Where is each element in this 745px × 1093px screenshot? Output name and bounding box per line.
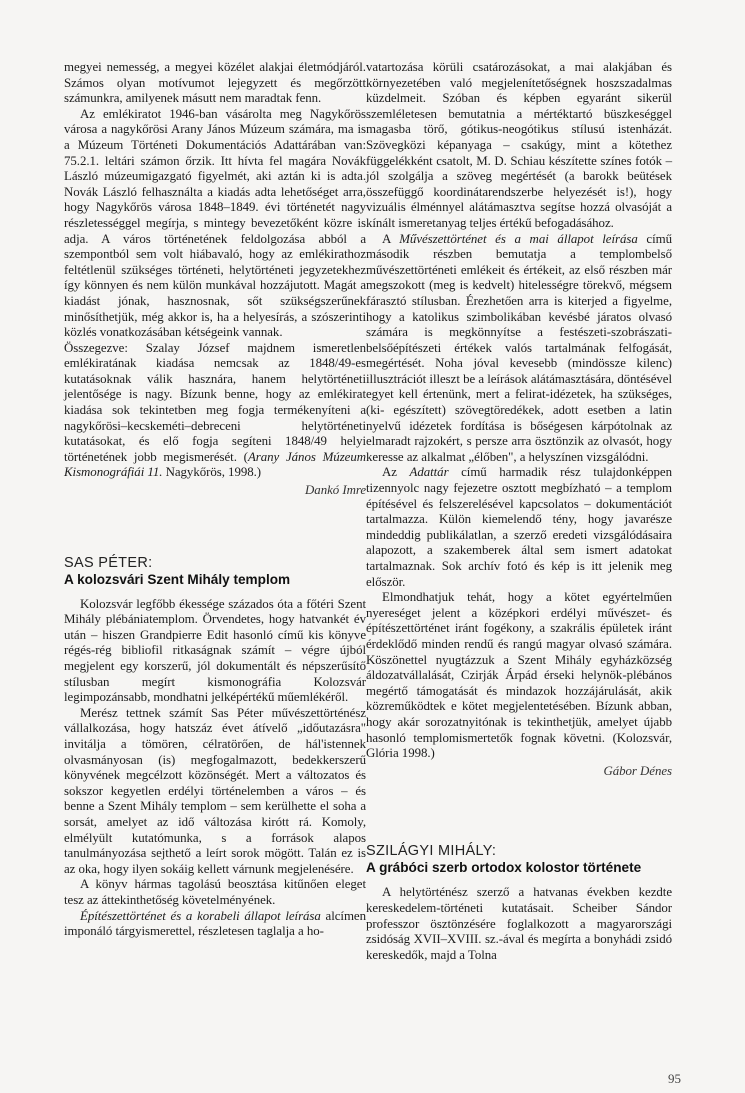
text: Az — [382, 465, 410, 480]
review-author: SZILÁGYI MIHÁLY: — [366, 843, 497, 860]
paragraph — [64, 909, 366, 940]
text: című harmadik rész tulajdonképpen tizennyolc nagy fejezetre osztott megbízható – a templom építésével és felszerelésével kapcsolatos – dokumentációt tartalmazza. Külön kiemelendő tény, hogy javarésze mindeddig publikálatlan, a szerző eredeti vizsgálódásaira alapozott, a szakemberek által sem ismert adatokat tartalmaznak. Sok archív fotó és kép is itt jelenik meg először. — [366, 465, 672, 589]
signature: Dankó Imre — [305, 483, 366, 498]
text: című második részben bemutatja a templombelső művészettörténeti emlékeit és értékeit, az első részben már megszokott (meg is kedvelt) hitelességre törekvő, mégsem fárasztó stílusban. Érezhetően arra is kiterjed a figyelme, hogy a katolikus szimbolikában kevésbé járatos olvasó számára is megkönnyítse a festészeti-szobrászati-belsőépítészeti értékek valós tartalmának felfogását, megértését. Noha jóval kevesebb (mindössze kilenc) illusztrációt illeszt be a leírások alátámasztására, döntésével egyet kell értenünk, mert a felirat-idézetek, ha szükséges, (ki- egészített) szövegtöredékek, adott esetben a latin nyelvű idézetek fordítása is bőségesen kárpótolnak az elmaradt rajzokért, s persze arra ösztönzik az olvasót, hogy keresse az alkalmat „élőben", a helyszínen vizsgálódni. — [366, 231, 672, 464]
section-name: Építészettörténet és a korabeli állapot leírása — [80, 908, 321, 923]
series-title: Arany János Múzeum Kismonográfiái 11. — [64, 449, 366, 480]
paragraph — [64, 341, 366, 481]
paragraph — [366, 465, 672, 590]
signature: Gábor Dénes — [603, 763, 672, 778]
right-column — [366, 60, 672, 963]
paragraph: Elmondhatjuk tehát, hogy a kötet egyértelműen nyereséget jelent a középkori erdélyi művészet- és építészettörténet iránt fogékony, a szakrális épületek iránt érdeklődő minden rendű és rangú magyar olvasó számára. Köszönettel nyugtázzuk a Szent Mihály egyházközség áldozatvállalását, Czirják Árpád érseki helynök-plébános megértő támogatását és mindazok hozzájárulását, akik közreműködtek e kötet megjelentetésében. Bízunk abban, hogy akár sorozatnyitónak is tekinthetjük, amelyet újabb hasonló templomismertetők fognak követni. (Kolozsvár, Glória 1998.) — [366, 590, 672, 761]
review-author: SAS PÉTER: — [64, 554, 153, 571]
paragraph — [366, 232, 672, 466]
paragraph: vatartozása körüli csatározásokat, a mai alakjában és környezetében való megjelenítetőségnek hoszszadalmas küzdelmeit. Szóban és képben egyaránt sikerül szemléletesen bemutatnia a mértéktartó büszkeséggel magasba törő, gótikus-neogótikus stílusú istenházát. Szövegközi képanyaga – csakúgy, mint a kötethez függelékként csatolt, M. D. Schiau készítette színes fotók – jól szolgálja a szöveg megértését (a barokk beütések összefüggő koordinátarendszerbe helyezését is!), hogy vizuális élménnyel alátámasztva segítse hozzá olvasóját a kínált ismeretanyag teljes értékű befogadásához. — [366, 60, 672, 230]
paragraph: megyei nemesség, a megyei közélet alakjai életmódjáról. Számos olyan motívumot lejegyzett és megőrzött számunkra, amilyenek másutt nem maradtak fenn. — [64, 60, 366, 106]
section-name: Művészettörténet és a mai állapot leírása — [399, 231, 638, 246]
review-title: A kolozsvári Szent Mihály templom — [64, 571, 291, 587]
paragraph: Kolozsvár legfőbb ékessége százados óta a főtéri Szent Mihály plébániatemplom. Örvendetes, hogy hatvankét év után – hiszen Grandpierre Edit hasonló című kis könyve régés-rég bibliofil ritkaságnak számít – végre újból megjelent egy korszerű, jól dokumentált és népszerűsítő stílusban megírt kismonográfia Kolozsvár legimpozánsabb, mondhatni jelképértékű műemlékéről. — [64, 596, 366, 705]
text: Nagykőrös, 1998.) — [162, 465, 262, 480]
review-title: A grábóci szerb ortodox kolostor története — [366, 860, 642, 876]
section-name: Adattár — [409, 465, 449, 480]
paragraph: Az emlékiratot 1946-ban vásárolta meg Nagykőrös városa a nagykőrösi Arany János Múzeum számára, ma is a Múzeum Történeti Dokumentációs Adattárában van: 75.2.1. leltári számon őrzik. Itt hívta fel magára Novák László múzeumigazgató figyelmét, aki aztán ki is adta. Novák László felhasználta a kiadás adta lehetőséget arra, hogy Nagykőrös városa 1848–1849. évi történetét nagy részletességgel megírja, s mintegy bevezetőként közre is adja. A város történetének feldolgozása abból a szempontból sem volt hiábavaló, hogy az emlékirathoz feltétlenül szükséges történeti, helytörténeti jegyzetekhez így könnyen és nem külön munkával hozzájutott. Magát a kiadást jónak, hasznosnak, sőt szükségszerűnek minősíthetjük, még akkor is, ha a helyesírás, a szószerinti közlés vonatkozásában kétségeink vannak. — [64, 106, 366, 340]
paragraph: Merész tettnek számít Sas Péter művészettörténész vállalkozása, hogy hatszáz évet átívelő „időutazásra" invitálja a tömören, célratörően, de hál'istennek olvasmányosan (is) megfogalmazott, bedekkerszerű könyvének megcélzott közönségét. Mert a változatos és sokszor kegyetlen erdélyi történelemben a város – és benne a Szent Mihály templom – sem kerülhette el soha a sorsát, amelyet az idő változása kirótt rá. Komoly, elmélyült kutatómunka, s a források alapos tanulmányozása sejthető a leírt sorok mögött. Talán ez is az oka, hogy ilyen sokáig kellett várnunk megjelenésére. — [64, 705, 366, 876]
paragraph: A könyv hármas tagolású beosztása kitűnően eleget tesz az áttekinthetőség követelményének. — [64, 877, 366, 907]
text: Összegezve: Szalay József majdnem ismeretlen emlékiratának kiadása nemcsak az 1848/49-es kutatásoknak válik hasznára, hanem helytörténeti jelentősége is nagy. Bízunk benne, hogy az emlékirat kiadása sok tekintetben meg fogja termékenyíteni a nagykőrösi–kecskeméti–debreceni helytörténeti kutatásokat, és elő fogja segíteni 1848/49 helyi történetének jobb megismerését. ( — [64, 340, 366, 464]
paragraph: A helytörténész szerző a hatvanas években kezdte kereskedelem-történeti kutatásait. Scheiber Sándor professzor ösztönzésére foglalkozott a magyarországi zsidóság XVII–XVIII. sz.-ával és megírta a bonyhádi zsidó kereskedők, majd a Tolna — [366, 885, 672, 962]
left-column — [64, 60, 366, 940]
text: alcímen imponáló tárgyismerettel, részletesen taglalja a ho- — [64, 908, 367, 939]
page-number: 95 — [668, 1071, 681, 1086]
text: A — [382, 231, 400, 246]
